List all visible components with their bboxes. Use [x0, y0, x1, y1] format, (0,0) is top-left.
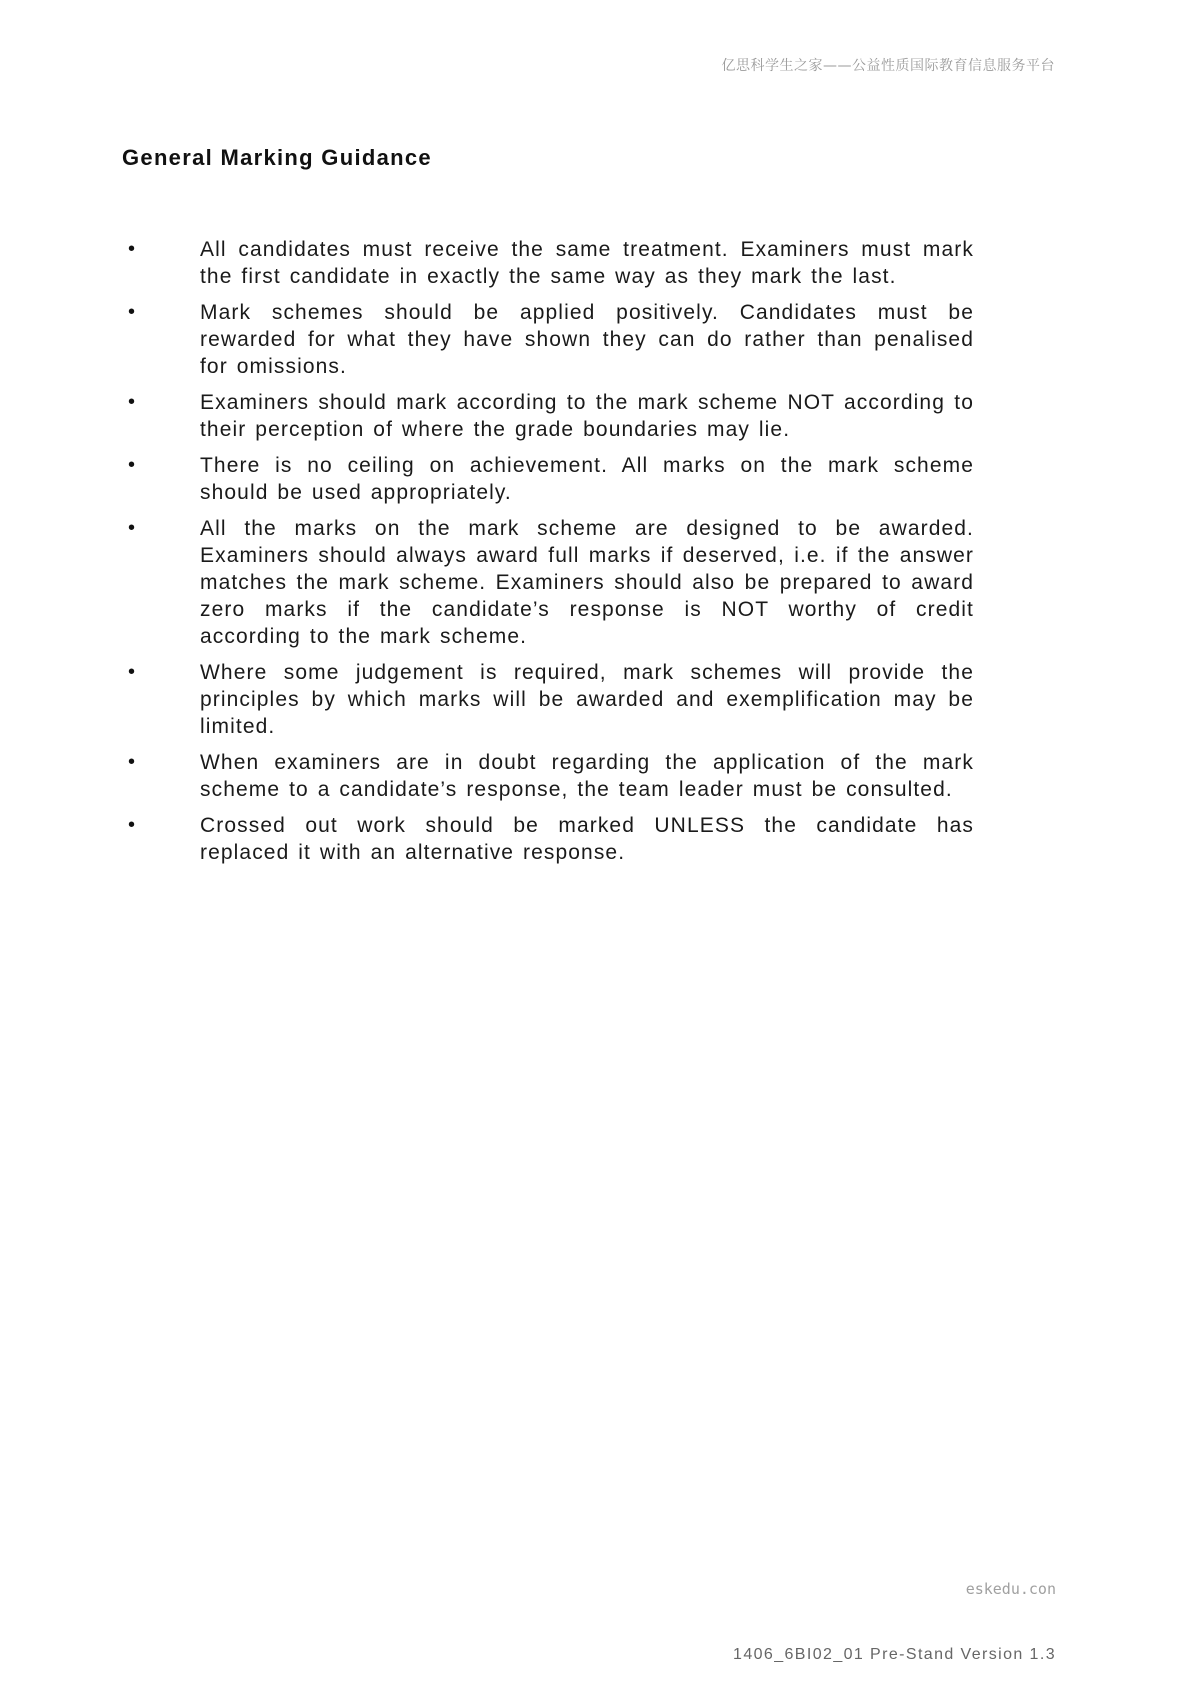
list-item-text: Examiners should mark according to the mark scheme NOT according to their perception of where the grade boundaries may lie. [200, 391, 974, 441]
list-item [122, 659, 974, 740]
list-item [122, 452, 974, 506]
bullet-icon: • [128, 301, 136, 323]
list-item-text: Crossed out work should be marked UNLESS the candidate has replaced it with an alternative response. [200, 814, 974, 864]
document-reference: 1406_6BI02_01 Pre-Stand Version 1.3 [733, 1646, 1056, 1663]
list-item [122, 389, 974, 443]
list-item-text: All the marks on the mark scheme are designed to be awarded. Examiners should always award full marks if deserved, i.e. if the answer matches the mark scheme. Examiners should also be prepared to award zero marks if the candidate’s response is NOT worthy of credit according to the mark scheme. [200, 517, 974, 648]
list-item-text: Where some judgement is required, mark schemes will provide the principles by which marks will be awarded and exemplification may be limited. [200, 661, 974, 738]
list-item [122, 236, 974, 290]
bullet-icon: • [128, 751, 136, 773]
list-item [122, 515, 974, 650]
bullet-icon: • [128, 517, 136, 539]
bullet-icon: • [128, 814, 136, 836]
list-item-text: Mark schemes should be applied positively. Candidates must be rewarded for what they have shown they can do rather than penalised for omissions. [200, 301, 974, 378]
guidance-list [122, 236, 974, 875]
list-item [122, 812, 974, 866]
page-title: General Marking Guidance [122, 145, 432, 170]
list-item-text: All candidates must receive the same treatment. Examiners must mark the first candidate in exactly the same way as they mark the last. [200, 238, 974, 288]
list-item-text: When examiners are in doubt regarding the application of the mark scheme to a candidate’s response, the team leader must be consulted. [200, 751, 974, 801]
bullet-icon: • [128, 661, 136, 683]
list-item [122, 299, 974, 380]
bullet-icon: • [128, 238, 136, 260]
bullet-icon: • [128, 391, 136, 413]
bullet-icon: • [128, 454, 136, 476]
header-watermark: 亿思科学生之家——公益性质国际教育信息服务平台 [721, 58, 1055, 74]
list-item-text: There is no ceiling on achievement. All marks on the mark scheme should be used appropriately. [200, 454, 974, 504]
list-item [122, 749, 974, 803]
footer-watermark: eskedu.con [965, 1580, 1056, 1598]
